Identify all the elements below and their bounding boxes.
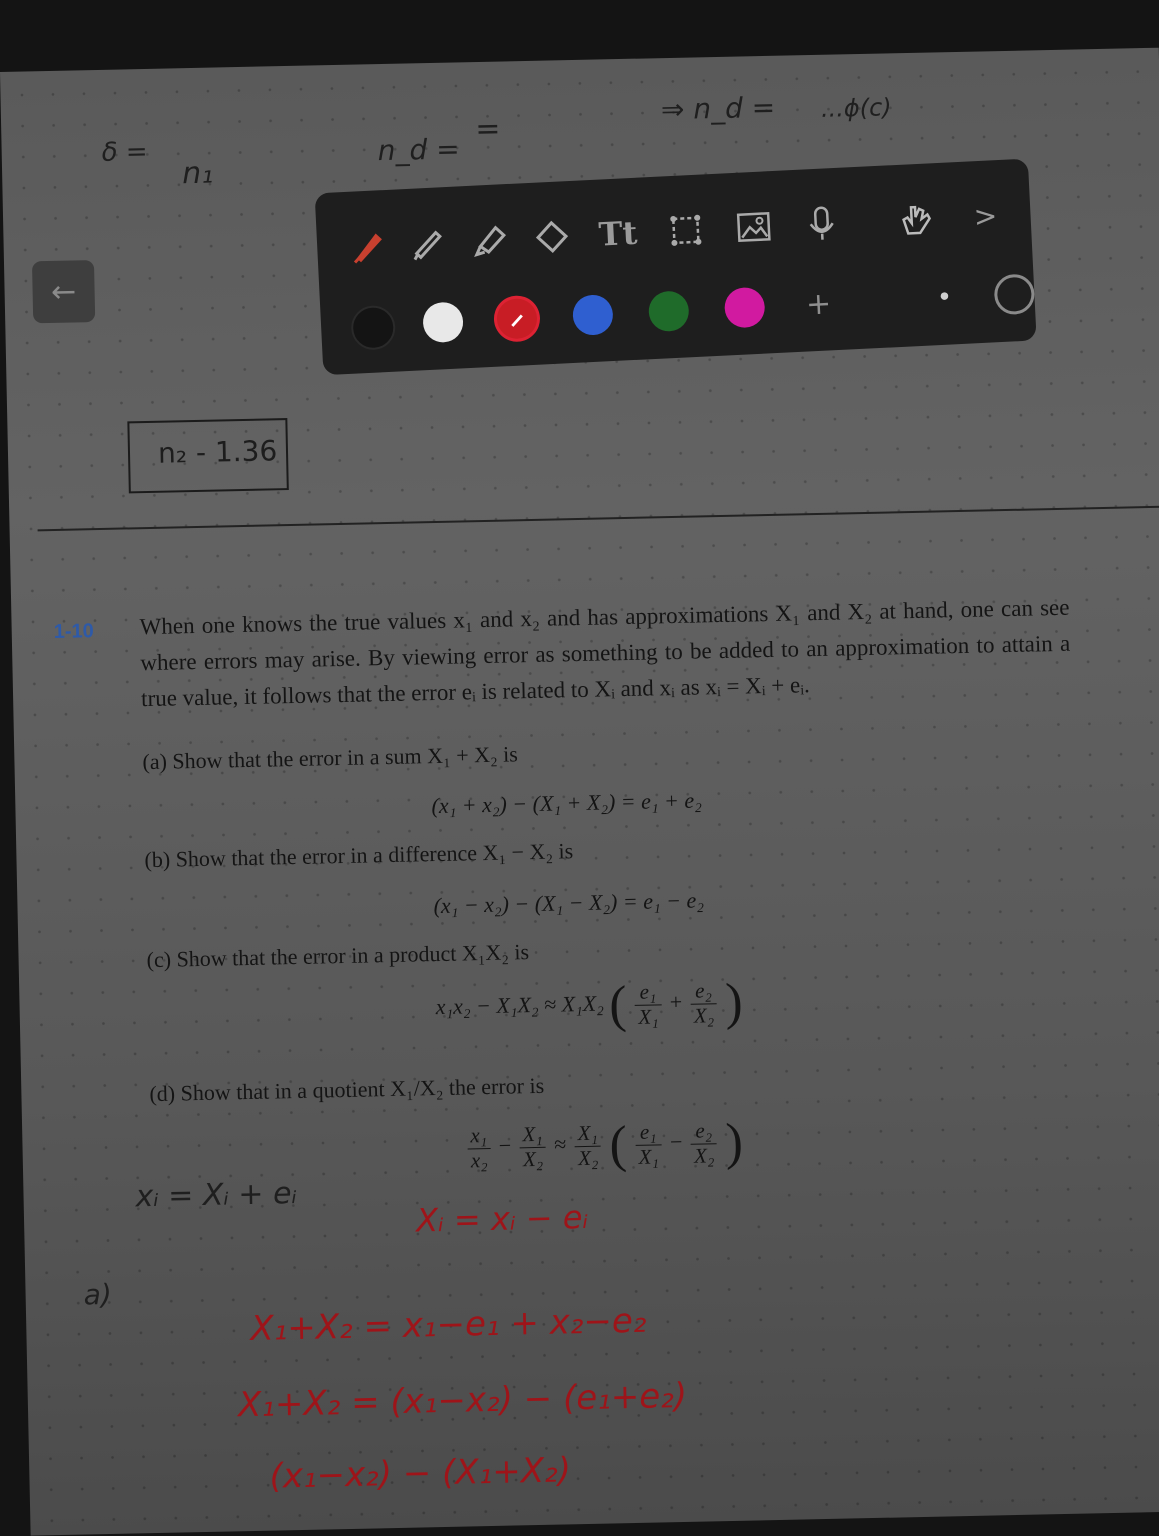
text-tool[interactable] [592,207,644,259]
equation-a: (x₁ + x₂) − (X₁ + X₂) = e₁ + e₂ [431,787,703,819]
pencil-icon [506,308,527,329]
add-color-button[interactable] [798,283,840,325]
part-c-text: (c) Show that the error in a product X₁X₂ is [146,939,530,973]
image-tool[interactable] [728,201,780,253]
handwriting-top-a: δ = [101,136,148,168]
hand-pointer-icon [895,198,937,240]
more-tools-button[interactable] [959,190,1011,242]
part-b-text: (b) Show that the error in a difference X₁ − X₂ is [144,838,574,873]
boxed-note-text: n₂ - 1.36 [157,434,278,470]
handwriting-line3: X₁+X₂ = (x₁−x₂) − (e₁+e₂) [237,1375,688,1426]
stroke-size-small[interactable] [924,277,966,319]
handwriting-top-f: ...ϕ(c) [820,93,892,123]
equation-c-lhs: x₁x₂ − X₁X₂ ≈ X₁X₂ [435,990,604,1020]
dot-icon: • [936,282,953,314]
equation-b: (x₁ − x₂) − (X₁ − X₂) = e₁ − e₂ [433,887,705,919]
equation-c: x₁x₂ − X₁X₂ ≈ X₁X₂ ( $\frac{\text{e₁}}{\text{X₁}}$ + $\frac{\text{e₂}}{\text{X₂}}$ ) [435,973,744,1034]
microphone-tool[interactable] [796,198,848,250]
stroke-size-large[interactable] [993,273,1035,315]
problem-text: When one knows the true values x₁ and x₂ and has approximations X₁ and X₂ at hand, one can see where errors may arise. By viewing error as something to be added to an approximation to attain a true value, it follows that the error eᵢ is related to Xᵢ and xᵢ as xᵢ = Xᵢ + eᵢ. [139,594,1071,712]
handwriting-line4: (x₁−x₂) − (X₁+X₂) [269,1450,572,1497]
color-swatch-blue[interactable] [572,294,614,336]
handwriting-part-label: a) [83,1277,113,1312]
color-swatch-green[interactable] [648,290,690,332]
handwriting-top-b: n₁ [181,155,214,192]
note-page[interactable] [0,48,1159,1536]
lasso-select-tool[interactable] [660,204,712,256]
handwriting-line2: X₁+X₂ = x₁−e₁ + x₂−e₂ [249,1300,647,1350]
highlighter-tool[interactable] [464,214,516,266]
equation-d: $\frac{\text{x₁}}{\text{x₂}}$ − $\frac{\text{X₁}}{\text{X₂}}$ ≈ $\frac{\text{X₁}}{\text{X₂}}$ ( $\frac{\text{e₁}}{\text{X₁}}$ − $\frac{\text{e₂}}{\text{X₂}}$ ) [464,1117,743,1175]
eraser-tool[interactable] [526,211,578,263]
part-a-text: (a) Show that the error in a sum X₁ + X₂ is [142,741,519,775]
plus-icon: + [805,285,833,323]
image-icon [733,206,775,248]
pen-icon [407,222,449,264]
text-tool-icon: Tt [597,213,639,254]
color-swatch-black[interactable] [350,305,396,351]
drawing-toolbar [315,159,1037,376]
color-swatch-red[interactable] [496,298,538,340]
problem-number: 1-10 [53,620,94,643]
page-divider [38,506,1159,532]
equation-c-frac1: $\frac{\text{e₁}}{\text{X₁}}$ [635,981,662,1029]
boxed-note [127,418,288,493]
arrow-left-icon: ← [50,273,77,310]
eraser-icon [531,216,573,258]
handwriting-line1-right: Xᵢ = xᵢ − eᵢ [415,1197,589,1240]
fountain-pen-tool[interactable] [342,220,394,272]
part-d-text: (d) Show that in a quotient X₁/X₂ the error is [149,1072,545,1107]
pen-tool[interactable] [402,217,454,269]
back-button[interactable] [32,260,95,323]
fountain-pen-icon [347,225,389,267]
color-swatch-magenta[interactable] [724,287,766,329]
hand-tool[interactable] [889,193,941,245]
handwriting-top-d: = [474,111,501,148]
microphone-icon [801,203,843,245]
problem-block [47,589,1097,1174]
handwriting-top-c: n_d = [377,132,460,168]
handwriting-line1-left: xᵢ = Xᵢ + eᵢ [135,1176,298,1215]
handwriting-top-e: ⇒ n_d = [660,90,776,127]
highlighter-icon [469,219,511,261]
equation-c-frac2: $\frac{\text{e₂}}{\text{X₂}}$ [690,980,717,1028]
color-swatch-white[interactable] [422,301,464,343]
lasso-select-icon [665,209,707,251]
chevron-right-icon: > [972,198,999,233]
